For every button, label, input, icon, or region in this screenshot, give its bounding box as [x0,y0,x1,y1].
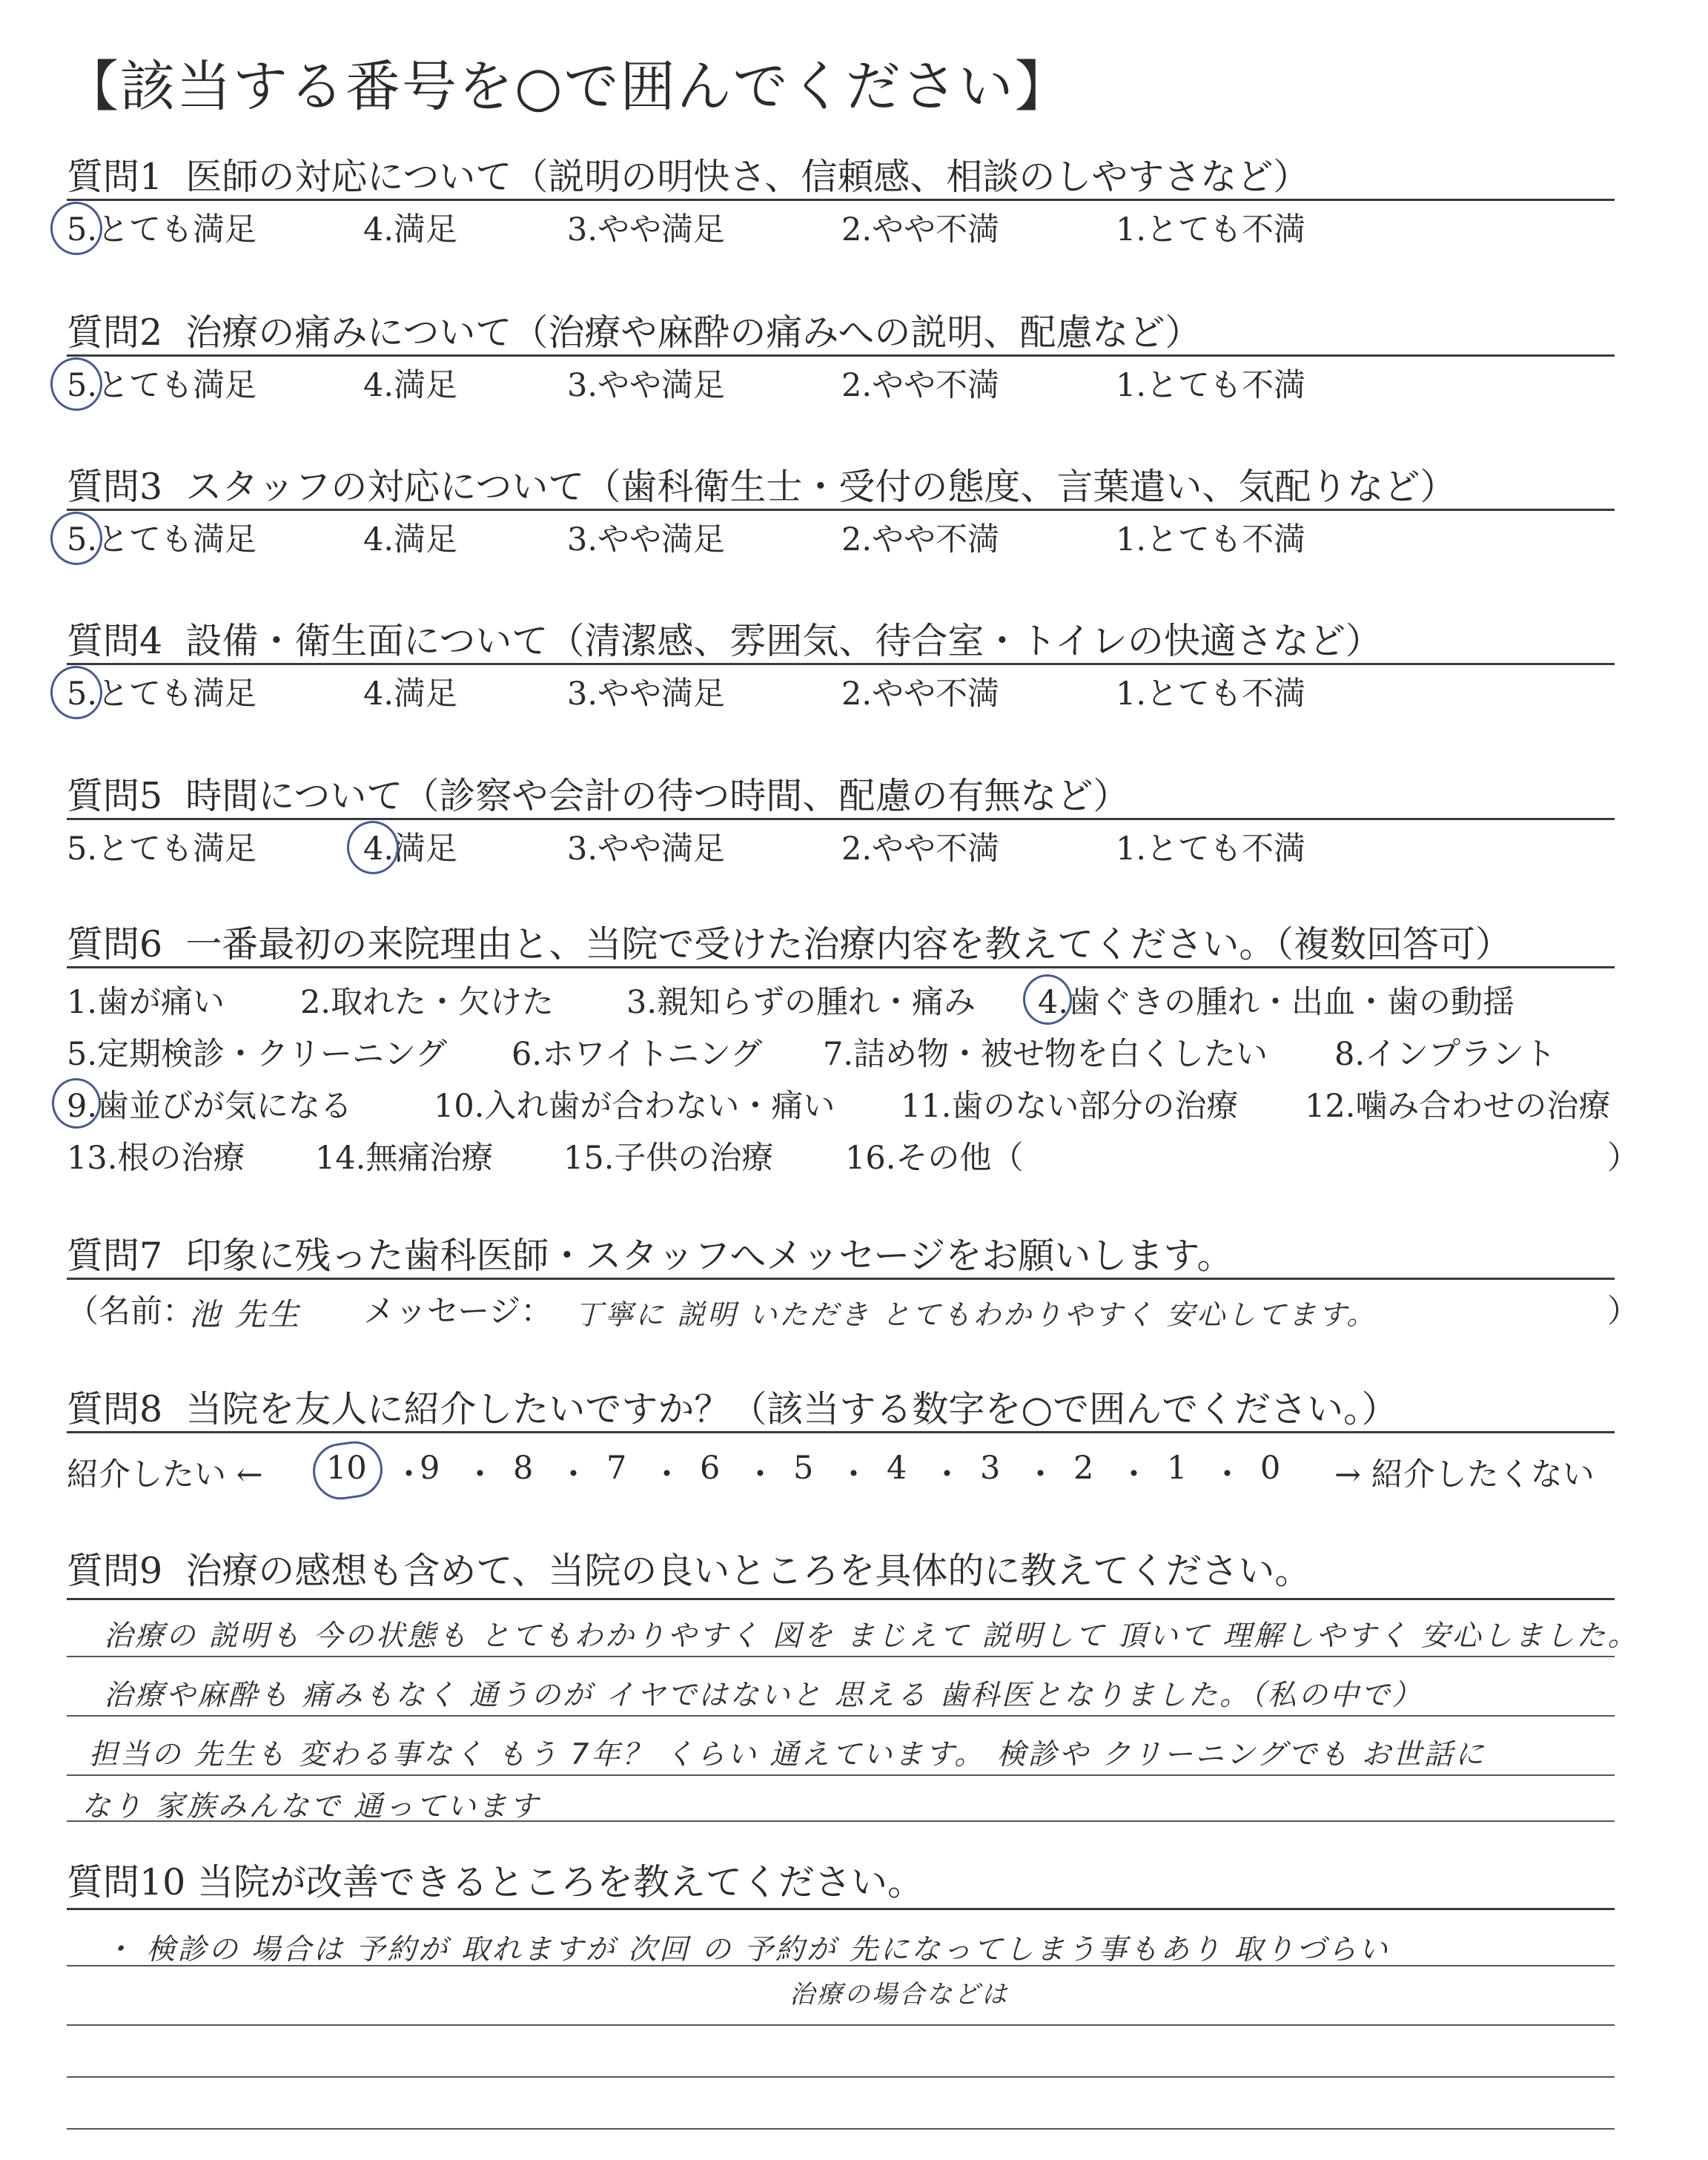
q1-option-5[interactable]: 5.とても満足 [67,211,257,248]
q8-scale-separator: ・ [1025,1456,1056,1493]
q6-label: 質問6 [67,923,163,965]
q8-scale-separator: ・ [931,1456,963,1493]
q6-option-15[interactable]: 15.子供の治療 [563,1140,774,1177]
q10-answer-line-2 [67,2024,1615,2026]
q9-rule [67,1598,1615,1600]
q10-answer-line-4 [67,2128,1615,2130]
q9-label: 質問9 [67,1550,163,1592]
q6-rule [67,966,1615,968]
q9-answer-line-1 [67,1656,1615,1657]
q6-option-9[interactable]: 9.歯並びが気になる [67,1088,353,1125]
q7-text: 印象に残った歯科医師・スタッフへメッセージをお願いします。 [185,1235,1234,1277]
q1-option-3[interactable]: 3.やや満足 [567,211,726,248]
q3-text: スタッフの対応について（歯科衛生士・受付の態度、言葉遣い、気配りなど） [185,466,1457,508]
q7-name-handwritten: 池 先生 [189,1296,302,1332]
q3-title [67,458,1456,510]
q9-answer-text-1: 治療の 説明も 今の状態も とてもわかりやすく 図を まじえて 説明して 頂いて 理解しやすく 安心しました。 [104,1619,1639,1653]
q4-option-5[interactable]: 5.とても満足 [67,676,257,713]
q4-option-3[interactable]: 3.やや満足 [567,676,726,713]
q8-scale-5[interactable]: 5 [793,1450,814,1487]
q8-scale-separator: ・ [651,1456,683,1493]
q9-answer-line-2 [67,1715,1615,1717]
q8-label: 質問8 [67,1388,163,1430]
q10-answer-text-2: 治療の場合などは [790,1980,1009,2009]
q5-text: 時間について（診察や会計の待つ時間、配慮の有無など） [185,775,1130,817]
q6-option-12[interactable]: 12.噛み合わせの治療 [1305,1088,1611,1125]
q8-scale-8[interactable]: 8 [513,1450,534,1487]
form-header: 【該当する番号を○で囲んでください】 [64,55,1071,119]
q5-rule [67,818,1615,820]
q8-scale-0[interactable]: 0 [1260,1450,1281,1487]
q2-option-5[interactable]: 5.とても満足 [67,367,257,404]
q10-label: 質問10 [67,1861,186,1903]
q6-text: 一番最初の来院理由と、当院で受けた治療内容を教えてください。（複数回答可） [185,923,1512,965]
q4-rule [67,663,1615,665]
q1-option-2[interactable]: 2.やや不満 [841,211,1000,248]
q1-option-1[interactable]: 1.とても不満 [1116,211,1306,248]
q5-label: 質問5 [67,775,163,817]
q8-scale-6[interactable]: 6 [700,1450,721,1487]
q6-option-8[interactable]: 8.インプラント [1334,1036,1557,1073]
q8-selection-circle [309,1438,386,1503]
q2-label: 質問2 [67,311,163,354]
q8-scale-7[interactable]: 7 [606,1450,627,1487]
q6-option-4[interactable]: 4.歯ぐきの腫れ・出血・歯の動揺 [1038,984,1515,1021]
q2-option-2[interactable]: 2.やや不満 [841,367,1000,404]
q1-label: 質問1 [67,156,163,198]
q8-scale-separator: ・ [744,1456,776,1493]
q4-option-1[interactable]: 1.とても不満 [1116,676,1306,713]
q4-option-2[interactable]: 2.やや不満 [841,676,1000,713]
q6-option-7[interactable]: 7.詰め物・被せ物を白くしたい [823,1036,1268,1073]
q2-option-3[interactable]: 3.やや満足 [567,367,726,404]
q8-scale-4[interactable]: 4 [887,1450,907,1487]
q7-message-label: メッセージ： [363,1293,553,1330]
q8-scale-10[interactable]: 10 [326,1450,367,1487]
q8-scale-2[interactable]: 2 [1073,1450,1094,1487]
q8-scale-separator: ・ [393,1456,425,1493]
q7-name-label: （名前： [67,1293,194,1330]
q7-close-paren: ） [1607,1293,1639,1330]
q8-scale-9[interactable]: 9 [420,1450,440,1487]
q6-option-1[interactable]: 1.歯が痛い [67,984,225,1021]
q3-rule [67,509,1615,511]
q3-option-1[interactable]: 1.とても不満 [1116,521,1306,558]
q8-scale-separator: ・ [557,1456,589,1493]
q6-title [67,916,1512,968]
q8-left-label: 紹介したい ← [67,1456,263,1493]
q4-label: 質問4 [67,620,163,662]
q8-scale-separator: ・ [464,1456,496,1493]
q8-scale-separator: ・ [838,1456,870,1493]
q3-option-3[interactable]: 3.やや満足 [567,521,726,558]
q7-message-handwritten: 丁寧に 説明 いただき とてもわかりやすく 安心してます。 [575,1298,1377,1331]
q10-answer-text-1: ・ 検診の 場合は 予約が 取れますが 次回 の 予約が 先になってしまう事もあり 取りづらい [104,1933,1390,1966]
q1-text: 医師の対応について（説明の明快さ、信頼感、相談のしやすさなど） [185,156,1310,198]
q3-option-5[interactable]: 5.とても満足 [67,521,257,558]
q6-option-6[interactable]: 6.ホワイトニング [512,1036,763,1073]
q5-title [67,767,1129,819]
q8-scale-separator: ・ [1211,1456,1243,1493]
q6-option-3[interactable]: 3.親知らずの腫れ・痛み [626,984,976,1021]
q3-option-2[interactable]: 2.やや不満 [841,521,1000,558]
q6-option-11[interactable]: 11.歯のない部分の治療 [901,1088,1239,1125]
q3-label: 質問3 [67,466,163,508]
q8-scale-separator: ・ [1118,1456,1150,1493]
q8-text: 当院を友人に紹介したいですか？（該当する数字を○で囲んでください。） [185,1388,1398,1430]
q5-option-1[interactable]: 1.とても不満 [1116,830,1306,868]
q10-title [67,1854,924,1906]
q8-right-label: → 紹介したくない [1334,1456,1595,1493]
q7-rule [67,1278,1615,1280]
q5-option-5[interactable]: 5.とても満足 [67,830,257,868]
q1-title [67,148,1309,200]
q6-option-16[interactable]: 16.その他（ [845,1140,1024,1177]
q9-text: 治療の感想も含めて、当院の良いところを具体的に教えてください。 [185,1550,1311,1592]
q6-option-10[interactable]: 10.入れ歯が合わない・痛い [434,1088,835,1125]
q5-option-2[interactable]: 2.やや不満 [841,830,1000,868]
q7-title [67,1227,1234,1279]
q2-option-4[interactable]: 4.満足 [363,367,458,404]
q2-option-1[interactable]: 1.とても不満 [1116,367,1306,404]
q7-label: 質問7 [67,1235,163,1277]
q9-answer-line-3 [67,1774,1615,1776]
q4-title [67,612,1382,664]
q4-text: 設備・衛生面について（清潔感、雰囲気、待合室・トイレの快適さなど） [185,620,1382,662]
q6-option-17: ） [1607,1140,1639,1177]
q5-option-3[interactable]: 3.やや満足 [567,830,726,868]
q1-option-4[interactable]: 4.満足 [363,211,458,248]
q3-option-4[interactable]: 4.満足 [363,521,458,558]
q8-scale-1[interactable]: 1 [1167,1450,1188,1487]
q8-scale-3[interactable]: 3 [980,1450,1001,1487]
q5-option-4[interactable]: 4.満足 [363,830,458,868]
q2-rule [67,354,1615,357]
q10-rule [67,1908,1615,1910]
q2-title [67,304,1201,356]
q9-answer-text-3: 担当の 先生も 変わる事なく もう 7年？ くらい 通えています。 検診や クリーニングでも お世話に [89,1738,1486,1771]
q10-text: 当院が改善できるところを教えてください。 [196,1861,924,1903]
q6-option-13[interactable]: 13.根の治療 [67,1140,245,1177]
q10-answer-line-3 [67,2076,1615,2078]
q6-option-2[interactable]: 2.取れた・欠けた [300,984,555,1021]
q8-rule [67,1431,1615,1433]
q1-rule [67,199,1615,201]
q8-title [67,1381,1398,1433]
q2-text: 治療の痛みについて（治療や麻酔の痛みへの説明、配慮など） [185,311,1202,354]
q4-option-4[interactable]: 4.満足 [363,676,458,713]
q9-answer-text-4: なり 家族みんなで 通っています [82,1790,540,1823]
q6-option-5[interactable]: 5.定期検診・クリーニング [67,1036,448,1073]
q9-answer-text-2: 治療や麻酔も 痛みもなく 通うのが イヤではないと 思える 歯科医となりました。（私の中で） [104,1679,1423,1712]
q6-option-14[interactable]: 14.無痛治療 [315,1140,494,1177]
q9-title [67,1542,1311,1594]
